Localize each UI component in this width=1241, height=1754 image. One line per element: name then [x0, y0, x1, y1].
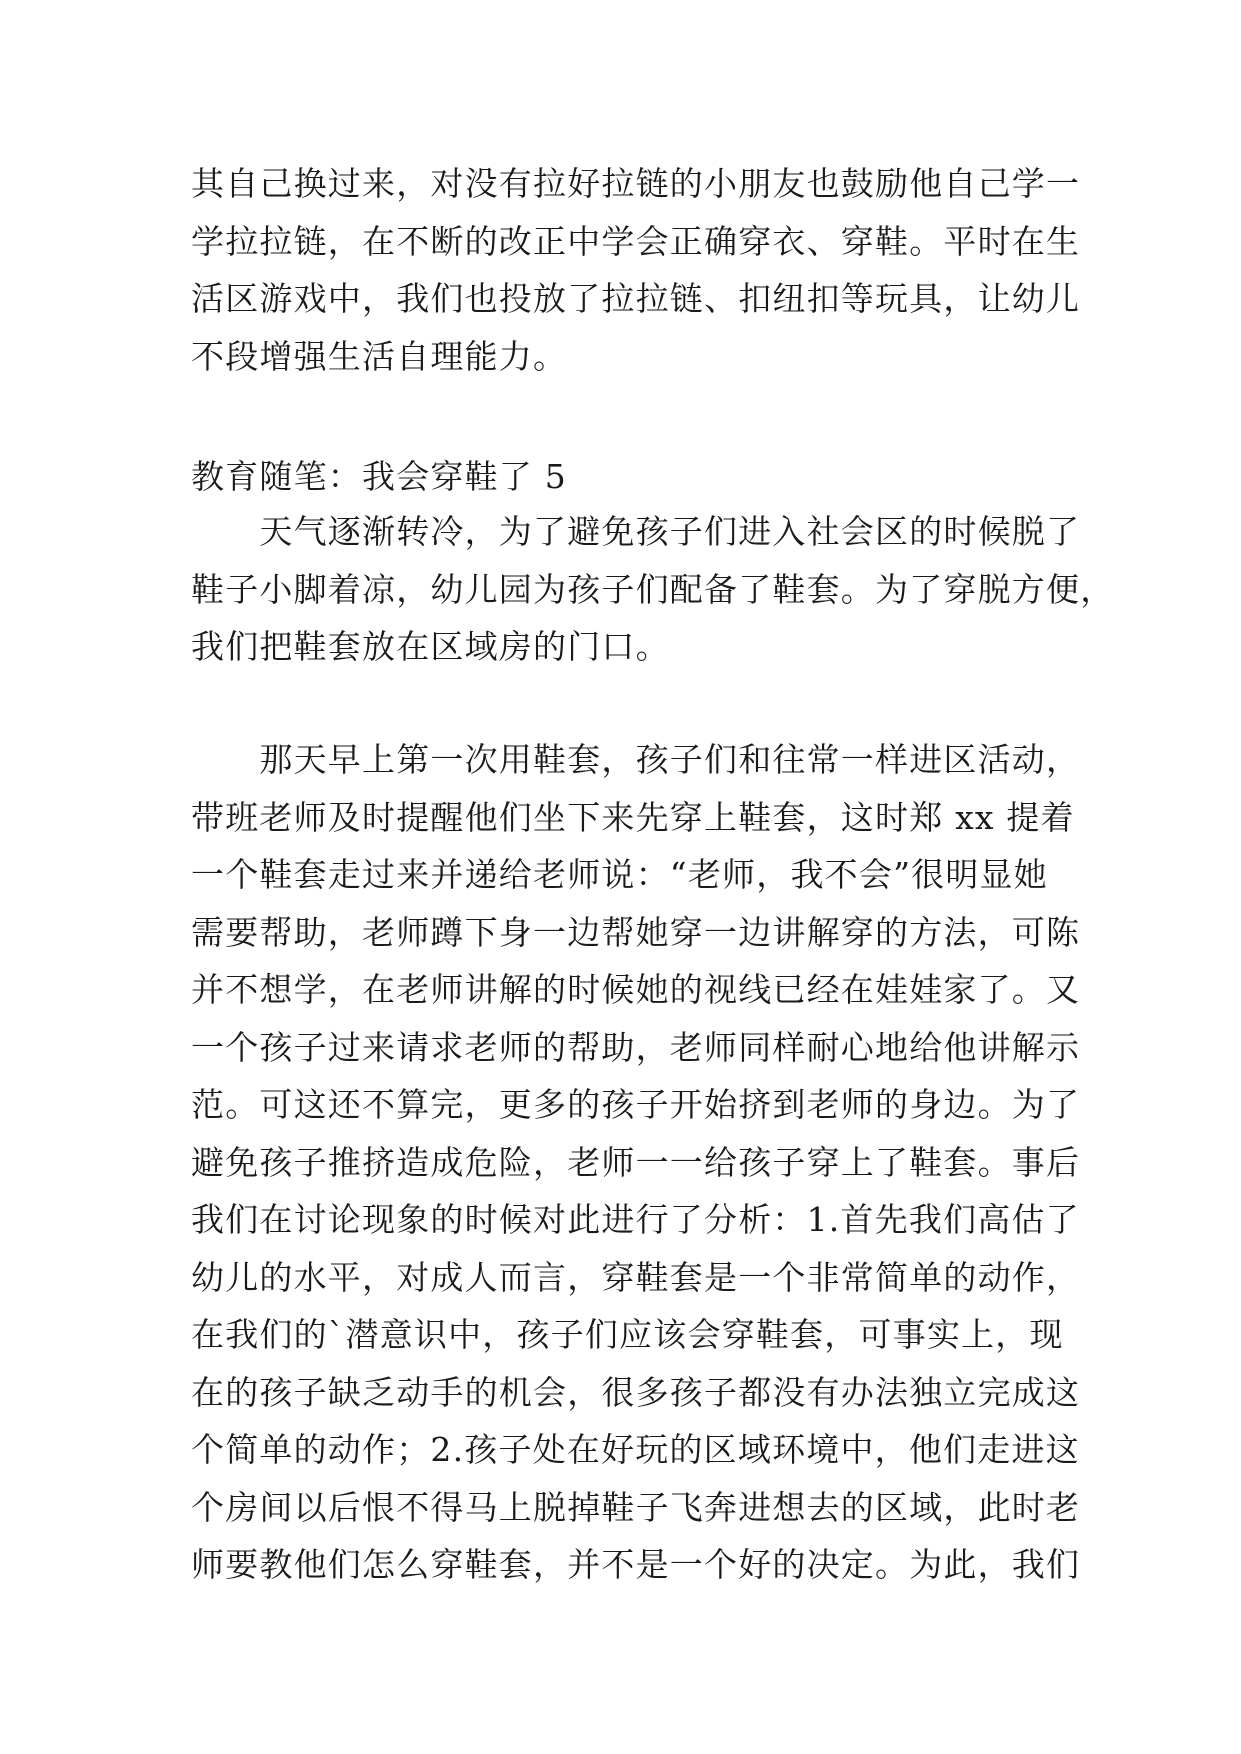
text-line: 个房间以后恨不得马上脱掉鞋子飞奔进想去的区域，此时老	[191, 1487, 1081, 1527]
text-line: 避免孩子推挤造成危险，老师一一给孩子穿上了鞋套。事后	[191, 1142, 1081, 1182]
text-line: 幼儿的水平，对成人而言，穿鞋套是一个非常简单的动作，	[191, 1257, 1081, 1297]
text-line: 我们在讨论现象的时候对此进行了分析：1.首先我们高估了	[191, 1200, 1080, 1239]
text-line: 需要帮助，老师蹲下身一边帮她穿一边讲解穿的方法，可陈	[191, 912, 1081, 952]
paragraph-continued	[191, 155, 1081, 385]
paragraph-story	[191, 731, 1081, 1594]
section-heading-block	[191, 448, 1051, 506]
text-line: 一个孩子过来请求老师的帮助，老师同样耐心地给他讲解示	[191, 1027, 1081, 1067]
text-line: 个简单的动作；2.孩子处在好玩的区域环境中，他们走进这	[191, 1430, 1080, 1469]
text-line: 活区游戏中，我们也投放了拉拉链、扣纽扣等玩具，让幼儿	[191, 279, 1081, 318]
text-line: 学拉拉链，在不断的改正中学会正确穿衣、穿鞋。平时在生	[191, 221, 1081, 261]
paragraph-intro	[191, 503, 1115, 676]
text-line: 天气逐渐转冷，为了避免孩子们进入社会区的时候脱了	[191, 512, 1081, 551]
text-line: 带班老师及时提醒他们坐下来先穿上鞋套，这时郑 xx 提着	[191, 797, 1075, 837]
text-line: 那天早上第一次用鞋套，孩子们和往常一样进区活动，	[191, 740, 1081, 779]
text-line: 在的孩子缺乏动手的机会，很多孩子都没有办法独立完成这	[191, 1372, 1081, 1412]
text-line: 不段增强生活自理能力。	[191, 336, 568, 376]
text-line: 我们把鞋套放在区域房的门口。	[191, 627, 670, 666]
text-line: 在我们的`潜意识中，孩子们应该会穿鞋套，可事实上，现	[191, 1315, 1064, 1354]
text-line: 师要教他们怎么穿鞋套，并不是一个好的决定。为此，我们	[191, 1545, 1081, 1584]
section-heading: 教育随笔：我会穿鞋了 5	[191, 457, 567, 496]
text-line: 范。可这还不算完，更多的孩子开始挤到老师的身边。为了	[191, 1085, 1081, 1124]
text-line: 鞋子小脚着凉，幼儿园为孩子们配备了鞋套。为了穿脱方便，	[191, 569, 1115, 609]
text-line: 并不想学，在老师讲解的时候她的视线已经在娃娃家了。又	[191, 970, 1081, 1009]
text-line: 一个鞋套走过来并递给老师说：“老师，我不会”很明显她	[191, 855, 1048, 894]
text-line: 其自己换过来，对没有拉好拉链的小朋友也鼓励他自己学一	[191, 164, 1081, 203]
